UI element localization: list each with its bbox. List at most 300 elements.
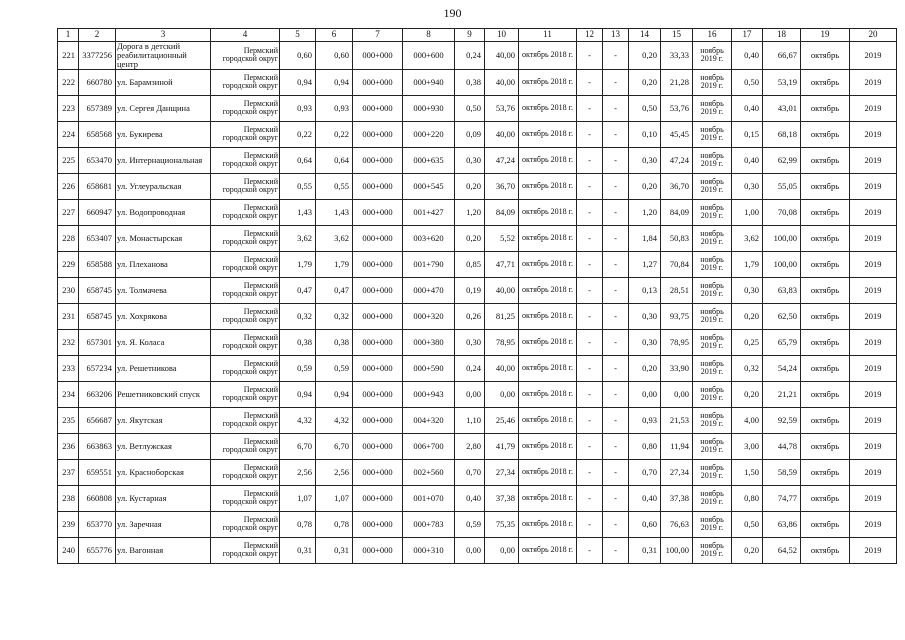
cell-col-6: 0,94 bbox=[316, 381, 353, 407]
cell-col-17: 0,50 bbox=[732, 69, 763, 95]
cell-col-3: ул. Букирева bbox=[116, 121, 211, 147]
cell-col-8: 004+320 bbox=[403, 407, 455, 433]
cell-col-10: 75,35 bbox=[485, 511, 519, 537]
cell-col-5: 0,60 bbox=[280, 42, 316, 70]
cell-col-17: 0,40 bbox=[732, 42, 763, 70]
cell-col-5: 0,78 bbox=[280, 511, 316, 537]
cell-col-20: 2019 bbox=[850, 42, 897, 70]
cell-col-17: 0,40 bbox=[732, 95, 763, 121]
cell-col-11: октябрь 2018 г. bbox=[519, 355, 577, 381]
cell-col-15: 36,70 bbox=[661, 173, 693, 199]
table-row bbox=[58, 199, 897, 225]
cell-col-3: ул. Монастырская bbox=[116, 225, 211, 251]
cell-col-14: 0,60 bbox=[629, 511, 661, 537]
cell-col-10: 47,24 bbox=[485, 147, 519, 173]
cell-col-13: - bbox=[603, 485, 629, 511]
cell-col-8: 000+545 bbox=[403, 173, 455, 199]
cell-col-4: Пермский городской округ bbox=[211, 459, 280, 485]
cell-col-18: 53,19 bbox=[763, 69, 801, 95]
cell-col-19: октябрь bbox=[801, 459, 850, 485]
cell-col-4: Пермский городской округ bbox=[211, 355, 280, 381]
cell-col-11: октябрь 2018 г. bbox=[519, 277, 577, 303]
cell-col-19: октябрь bbox=[801, 407, 850, 433]
cell-col-9: 0,24 bbox=[455, 355, 485, 381]
cell-col-11: октябрь 2018 г. bbox=[519, 433, 577, 459]
cell-col-6: 1,43 bbox=[316, 199, 353, 225]
cell-col-1: 226 bbox=[58, 173, 79, 199]
cell-col-8: 001+427 bbox=[403, 199, 455, 225]
table-row bbox=[58, 225, 897, 251]
cell-col-20: 2019 bbox=[850, 433, 897, 459]
cell-col-11: октябрь 2018 г. bbox=[519, 69, 577, 95]
cell-col-5: 4,32 bbox=[280, 407, 316, 433]
cell-col-7: 000+000 bbox=[353, 173, 403, 199]
cell-col-4: Пермский городской округ bbox=[211, 95, 280, 121]
table-row bbox=[58, 303, 897, 329]
cell-col-5: 0,55 bbox=[280, 173, 316, 199]
cell-col-9: 0,00 bbox=[455, 381, 485, 407]
cell-col-14: 0,93 bbox=[629, 407, 661, 433]
cell-col-1: 225 bbox=[58, 147, 79, 173]
cell-col-11: октябрь 2018 г. bbox=[519, 251, 577, 277]
cell-col-1: 231 bbox=[58, 303, 79, 329]
cell-col-17: 0,15 bbox=[732, 121, 763, 147]
cell-col-4: Пермский городской округ bbox=[211, 277, 280, 303]
cell-col-14: 1,20 bbox=[629, 199, 661, 225]
cell-col-4: Пермский городской округ bbox=[211, 147, 280, 173]
cell-col-3: ул. Якутская bbox=[116, 407, 211, 433]
cell-col-4: Пермский городской округ bbox=[211, 433, 280, 459]
cell-col-6: 0,59 bbox=[316, 355, 353, 381]
cell-col-19: октябрь bbox=[801, 69, 850, 95]
cell-col-6: 2,56 bbox=[316, 459, 353, 485]
cell-col-1: 239 bbox=[58, 511, 79, 537]
cell-col-19: октябрь bbox=[801, 303, 850, 329]
cell-col-5: 0,64 bbox=[280, 147, 316, 173]
cell-col-10: 47,71 bbox=[485, 251, 519, 277]
cell-col-17: 0,80 bbox=[732, 485, 763, 511]
cell-col-8: 000+310 bbox=[403, 537, 455, 563]
cell-col-10: 25,46 bbox=[485, 407, 519, 433]
cell-col-2: 658681 bbox=[79, 173, 116, 199]
table-row bbox=[58, 459, 897, 485]
cell-col-6: 0,32 bbox=[316, 303, 353, 329]
cell-col-11: октябрь 2018 г. bbox=[519, 173, 577, 199]
cell-col-10: 41,79 bbox=[485, 433, 519, 459]
cell-col-10: 0,00 bbox=[485, 381, 519, 407]
cell-col-10: 81,25 bbox=[485, 303, 519, 329]
cell-col-3: ул. Ветлужская bbox=[116, 433, 211, 459]
cell-col-9: 0,24 bbox=[455, 42, 485, 70]
cell-col-11: октябрь 2018 г. bbox=[519, 381, 577, 407]
table-row bbox=[58, 121, 897, 147]
cell-col-17: 0,30 bbox=[732, 277, 763, 303]
cell-col-1: 229 bbox=[58, 251, 79, 277]
cell-col-12: - bbox=[577, 121, 603, 147]
cell-col-3: ул. Кустарная bbox=[116, 485, 211, 511]
cell-col-14: 1,84 bbox=[629, 225, 661, 251]
cell-col-12: - bbox=[577, 173, 603, 199]
cell-col-2: 655776 bbox=[79, 537, 116, 563]
cell-col-2: 653407 bbox=[79, 225, 116, 251]
cell-col-14: 0,30 bbox=[629, 329, 661, 355]
cell-col-4: Пермский городской округ bbox=[211, 303, 280, 329]
cell-col-13: - bbox=[603, 225, 629, 251]
cell-col-19: октябрь bbox=[801, 199, 850, 225]
cell-col-17: 3,00 bbox=[732, 433, 763, 459]
cell-col-15: 53,76 bbox=[661, 95, 693, 121]
cell-col-7: 000+000 bbox=[353, 459, 403, 485]
cell-col-16: ноябрь 2019 г. bbox=[693, 303, 732, 329]
cell-col-6: 0,22 bbox=[316, 121, 353, 147]
cell-col-16: ноябрь 2019 г. bbox=[693, 537, 732, 563]
cell-col-11: октябрь 2018 г. bbox=[519, 147, 577, 173]
cell-col-5: 0,47 bbox=[280, 277, 316, 303]
cell-col-16: ноябрь 2019 г. bbox=[693, 485, 732, 511]
cell-col-1: 222 bbox=[58, 69, 79, 95]
cell-col-16: ноябрь 2019 г. bbox=[693, 277, 732, 303]
cell-col-8: 000+590 bbox=[403, 355, 455, 381]
cell-col-2: 658568 bbox=[79, 121, 116, 147]
cell-col-10: 36,70 bbox=[485, 173, 519, 199]
cell-col-10: 78,95 bbox=[485, 329, 519, 355]
table-row bbox=[58, 329, 897, 355]
cell-col-4: Пермский городской округ bbox=[211, 485, 280, 511]
cell-col-19: октябрь bbox=[801, 173, 850, 199]
cell-col-15: 78,95 bbox=[661, 329, 693, 355]
cell-col-2: 653770 bbox=[79, 511, 116, 537]
cell-col-10: 53,76 bbox=[485, 95, 519, 121]
cell-col-2: 658745 bbox=[79, 303, 116, 329]
cell-col-7: 000+000 bbox=[353, 537, 403, 563]
cell-col-15: 33,33 bbox=[661, 42, 693, 70]
cell-col-6: 1,79 bbox=[316, 251, 353, 277]
cell-col-14: 0,20 bbox=[629, 355, 661, 381]
cell-col-16: ноябрь 2019 г. bbox=[693, 355, 732, 381]
cell-col-18: 64,52 bbox=[763, 537, 801, 563]
cell-col-8: 000+635 bbox=[403, 147, 455, 173]
cell-col-3: ул. Хохрякова bbox=[116, 303, 211, 329]
cell-col-16: ноябрь 2019 г. bbox=[693, 329, 732, 355]
cell-col-18: 58,59 bbox=[763, 459, 801, 485]
cell-col-17: 0,20 bbox=[732, 303, 763, 329]
cell-col-11: октябрь 2018 г. bbox=[519, 199, 577, 225]
column-header-11: 11 bbox=[519, 29, 577, 42]
cell-col-8: 006+700 bbox=[403, 433, 455, 459]
cell-col-7: 000+000 bbox=[353, 433, 403, 459]
cell-col-6: 0,64 bbox=[316, 147, 353, 173]
cell-col-20: 2019 bbox=[850, 303, 897, 329]
cell-col-19: октябрь bbox=[801, 433, 850, 459]
cell-col-13: - bbox=[603, 69, 629, 95]
cell-col-19: октябрь bbox=[801, 355, 850, 381]
cell-col-1: 235 bbox=[58, 407, 79, 433]
cell-col-13: - bbox=[603, 355, 629, 381]
cell-col-19: октябрь bbox=[801, 277, 850, 303]
cell-col-6: 0,60 bbox=[316, 42, 353, 70]
cell-col-5: 0,59 bbox=[280, 355, 316, 381]
cell-col-5: 0,93 bbox=[280, 95, 316, 121]
cell-col-4: Пермский городской округ bbox=[211, 69, 280, 95]
cell-col-14: 0,13 bbox=[629, 277, 661, 303]
cell-col-5: 1,07 bbox=[280, 485, 316, 511]
cell-col-11: октябрь 2018 г. bbox=[519, 121, 577, 147]
cell-col-19: октябрь bbox=[801, 381, 850, 407]
cell-col-20: 2019 bbox=[850, 147, 897, 173]
cell-col-6: 3,62 bbox=[316, 225, 353, 251]
cell-col-17: 4,00 bbox=[732, 407, 763, 433]
cell-col-15: 37,38 bbox=[661, 485, 693, 511]
cell-col-7: 000+000 bbox=[353, 42, 403, 70]
cell-col-1: 232 bbox=[58, 329, 79, 355]
cell-col-1: 227 bbox=[58, 199, 79, 225]
cell-col-16: ноябрь 2019 г. bbox=[693, 433, 732, 459]
cell-col-20: 2019 bbox=[850, 69, 897, 95]
cell-col-14: 1,27 bbox=[629, 251, 661, 277]
cell-col-3: Решетниковский спуск bbox=[116, 381, 211, 407]
table-row bbox=[58, 277, 897, 303]
cell-col-20: 2019 bbox=[850, 511, 897, 537]
cell-col-14: 0,00 bbox=[629, 381, 661, 407]
cell-col-13: - bbox=[603, 121, 629, 147]
cell-col-9: 0,00 bbox=[455, 537, 485, 563]
cell-col-10: 40,00 bbox=[485, 355, 519, 381]
table-row bbox=[58, 433, 897, 459]
cell-col-2: 3377256 bbox=[79, 42, 116, 70]
cell-col-4: Пермский городской округ bbox=[211, 537, 280, 563]
cell-col-14: 0,30 bbox=[629, 303, 661, 329]
cell-col-15: 70,84 bbox=[661, 251, 693, 277]
cell-col-8: 000+940 bbox=[403, 69, 455, 95]
cell-col-1: 228 bbox=[58, 225, 79, 251]
cell-col-20: 2019 bbox=[850, 121, 897, 147]
cell-col-6: 0,47 bbox=[316, 277, 353, 303]
cell-col-8: 001+070 bbox=[403, 485, 455, 511]
cell-col-4: Пермский городской округ bbox=[211, 225, 280, 251]
cell-col-10: 37,38 bbox=[485, 485, 519, 511]
cell-col-12: - bbox=[577, 251, 603, 277]
cell-col-20: 2019 bbox=[850, 485, 897, 511]
cell-col-14: 0,20 bbox=[629, 69, 661, 95]
cell-col-20: 2019 bbox=[850, 251, 897, 277]
cell-col-7: 000+000 bbox=[353, 511, 403, 537]
table-header-row bbox=[58, 29, 897, 42]
column-header-15: 15 bbox=[661, 29, 693, 42]
cell-col-14: 0,80 bbox=[629, 433, 661, 459]
cell-col-13: - bbox=[603, 459, 629, 485]
cell-col-18: 55,05 bbox=[763, 173, 801, 199]
cell-col-19: октябрь bbox=[801, 511, 850, 537]
table-row bbox=[58, 69, 897, 95]
cell-col-1: 221 bbox=[58, 42, 79, 70]
cell-col-9: 0,50 bbox=[455, 95, 485, 121]
cell-col-7: 000+000 bbox=[353, 147, 403, 173]
cell-col-5: 0,32 bbox=[280, 303, 316, 329]
cell-col-5: 2,56 bbox=[280, 459, 316, 485]
cell-col-12: - bbox=[577, 459, 603, 485]
cell-col-2: 657301 bbox=[79, 329, 116, 355]
cell-col-10: 84,09 bbox=[485, 199, 519, 225]
table-row bbox=[58, 485, 897, 511]
cell-col-15: 11,94 bbox=[661, 433, 693, 459]
cell-col-14: 0,50 bbox=[629, 95, 661, 121]
cell-col-11: октябрь 2018 г. bbox=[519, 303, 577, 329]
cell-col-1: 236 bbox=[58, 433, 79, 459]
cell-col-5: 6,70 bbox=[280, 433, 316, 459]
cell-col-16: ноябрь 2019 г. bbox=[693, 42, 732, 70]
cell-col-5: 0,94 bbox=[280, 381, 316, 407]
cell-col-14: 0,31 bbox=[629, 537, 661, 563]
cell-col-15: 47,24 bbox=[661, 147, 693, 173]
cell-col-12: - bbox=[577, 225, 603, 251]
cell-col-15: 76,63 bbox=[661, 511, 693, 537]
cell-col-4: Пермский городской округ bbox=[211, 42, 280, 70]
cell-col-18: 100,00 bbox=[763, 225, 801, 251]
cell-col-17: 0,20 bbox=[732, 381, 763, 407]
cell-col-3: Дорога в детский реабилитационный центр bbox=[116, 42, 211, 70]
cell-col-5: 0,22 bbox=[280, 121, 316, 147]
cell-col-13: - bbox=[603, 42, 629, 70]
cell-col-14: 0,10 bbox=[629, 121, 661, 147]
cell-col-15: 21,28 bbox=[661, 69, 693, 95]
cell-col-18: 65,79 bbox=[763, 329, 801, 355]
cell-col-8: 001+790 bbox=[403, 251, 455, 277]
cell-col-16: ноябрь 2019 г. bbox=[693, 225, 732, 251]
cell-col-11: октябрь 2018 г. bbox=[519, 537, 577, 563]
cell-col-9: 0,85 bbox=[455, 251, 485, 277]
cell-col-13: - bbox=[603, 199, 629, 225]
cell-col-2: 660780 bbox=[79, 69, 116, 95]
table-row bbox=[58, 173, 897, 199]
cell-col-12: - bbox=[577, 511, 603, 537]
cell-col-3: ул. Углеуральская bbox=[116, 173, 211, 199]
cell-col-18: 44,78 bbox=[763, 433, 801, 459]
cell-col-10: 0,00 bbox=[485, 537, 519, 563]
cell-col-20: 2019 bbox=[850, 329, 897, 355]
cell-col-7: 000+000 bbox=[353, 199, 403, 225]
cell-col-20: 2019 bbox=[850, 407, 897, 433]
cell-col-3: ул. Красноборская bbox=[116, 459, 211, 485]
cell-col-11: октябрь 2018 г. bbox=[519, 95, 577, 121]
cell-col-9: 0,20 bbox=[455, 225, 485, 251]
cell-col-9: 0,38 bbox=[455, 69, 485, 95]
cell-col-1: 223 bbox=[58, 95, 79, 121]
cell-col-20: 2019 bbox=[850, 459, 897, 485]
cell-col-18: 62,50 bbox=[763, 303, 801, 329]
column-header-9: 9 bbox=[455, 29, 485, 42]
cell-col-15: 50,83 bbox=[661, 225, 693, 251]
cell-col-18: 21,21 bbox=[763, 381, 801, 407]
column-header-4: 4 bbox=[211, 29, 280, 42]
column-header-17: 17 bbox=[732, 29, 763, 42]
cell-col-12: - bbox=[577, 42, 603, 70]
cell-col-8: 000+783 bbox=[403, 511, 455, 537]
cell-col-4: Пермский городской округ bbox=[211, 407, 280, 433]
cell-col-4: Пермский городской округ bbox=[211, 511, 280, 537]
cell-col-2: 658745 bbox=[79, 277, 116, 303]
cell-col-1: 237 bbox=[58, 459, 79, 485]
cell-col-8: 000+930 bbox=[403, 95, 455, 121]
cell-col-7: 000+000 bbox=[353, 303, 403, 329]
cell-col-15: 21,53 bbox=[661, 407, 693, 433]
cell-col-15: 84,09 bbox=[661, 199, 693, 225]
column-header-10: 10 bbox=[485, 29, 519, 42]
table-row bbox=[58, 42, 897, 70]
cell-col-20: 2019 bbox=[850, 95, 897, 121]
cell-col-13: - bbox=[603, 407, 629, 433]
cell-col-14: 0,20 bbox=[629, 173, 661, 199]
cell-col-7: 000+000 bbox=[353, 225, 403, 251]
cell-col-19: октябрь bbox=[801, 225, 850, 251]
cell-col-6: 0,78 bbox=[316, 511, 353, 537]
cell-col-11: октябрь 2018 г. bbox=[519, 459, 577, 485]
cell-col-19: октябрь bbox=[801, 42, 850, 70]
cell-col-13: - bbox=[603, 147, 629, 173]
cell-col-13: - bbox=[603, 303, 629, 329]
cell-col-4: Пермский городской округ bbox=[211, 199, 280, 225]
cell-col-7: 000+000 bbox=[353, 329, 403, 355]
cell-col-11: октябрь 2018 г. bbox=[519, 485, 577, 511]
cell-col-3: ул. Решетникова bbox=[116, 355, 211, 381]
cell-col-10: 40,00 bbox=[485, 121, 519, 147]
cell-col-15: 100,00 bbox=[661, 537, 693, 563]
cell-col-16: ноябрь 2019 г. bbox=[693, 407, 732, 433]
cell-col-19: октябрь bbox=[801, 95, 850, 121]
cell-col-6: 0,55 bbox=[316, 173, 353, 199]
cell-col-12: - bbox=[577, 277, 603, 303]
cell-col-10: 40,00 bbox=[485, 42, 519, 70]
cell-col-19: октябрь bbox=[801, 251, 850, 277]
cell-col-18: 63,83 bbox=[763, 277, 801, 303]
cell-col-16: ноябрь 2019 г. bbox=[693, 511, 732, 537]
cell-col-12: - bbox=[577, 485, 603, 511]
cell-col-15: 45,45 bbox=[661, 121, 693, 147]
cell-col-15: 0,00 bbox=[661, 381, 693, 407]
cell-col-9: 0,59 bbox=[455, 511, 485, 537]
cell-col-12: - bbox=[577, 147, 603, 173]
cell-col-7: 000+000 bbox=[353, 407, 403, 433]
cell-col-7: 000+000 bbox=[353, 251, 403, 277]
cell-col-2: 663863 bbox=[79, 433, 116, 459]
cell-col-16: ноябрь 2019 г. bbox=[693, 121, 732, 147]
cell-col-17: 0,25 bbox=[732, 329, 763, 355]
cell-col-12: - bbox=[577, 303, 603, 329]
table-row bbox=[58, 95, 897, 121]
cell-col-16: ноябрь 2019 г. bbox=[693, 95, 732, 121]
cell-col-5: 0,31 bbox=[280, 537, 316, 563]
cell-col-18: 62,99 bbox=[763, 147, 801, 173]
cell-col-14: 0,20 bbox=[629, 42, 661, 70]
cell-col-4: Пермский городской округ bbox=[211, 381, 280, 407]
cell-col-18: 63,86 bbox=[763, 511, 801, 537]
column-header-13: 13 bbox=[603, 29, 629, 42]
page-number: 190 bbox=[443, 6, 462, 20]
column-header-6: 6 bbox=[316, 29, 353, 42]
cell-col-9: 0,09 bbox=[455, 121, 485, 147]
cell-col-20: 2019 bbox=[850, 199, 897, 225]
cell-col-9: 0,30 bbox=[455, 329, 485, 355]
column-header-19: 19 bbox=[801, 29, 850, 42]
cell-col-3: ул. Водопроводная bbox=[116, 199, 211, 225]
cell-col-19: октябрь bbox=[801, 121, 850, 147]
cell-col-19: октябрь bbox=[801, 147, 850, 173]
cell-col-8: 000+600 bbox=[403, 42, 455, 70]
cell-col-3: ул. Интернациональная bbox=[116, 147, 211, 173]
cell-col-2: 657234 bbox=[79, 355, 116, 381]
cell-col-16: ноябрь 2019 г. bbox=[693, 147, 732, 173]
cell-col-3: ул. Толмачева bbox=[116, 277, 211, 303]
cell-col-18: 100,00 bbox=[763, 251, 801, 277]
